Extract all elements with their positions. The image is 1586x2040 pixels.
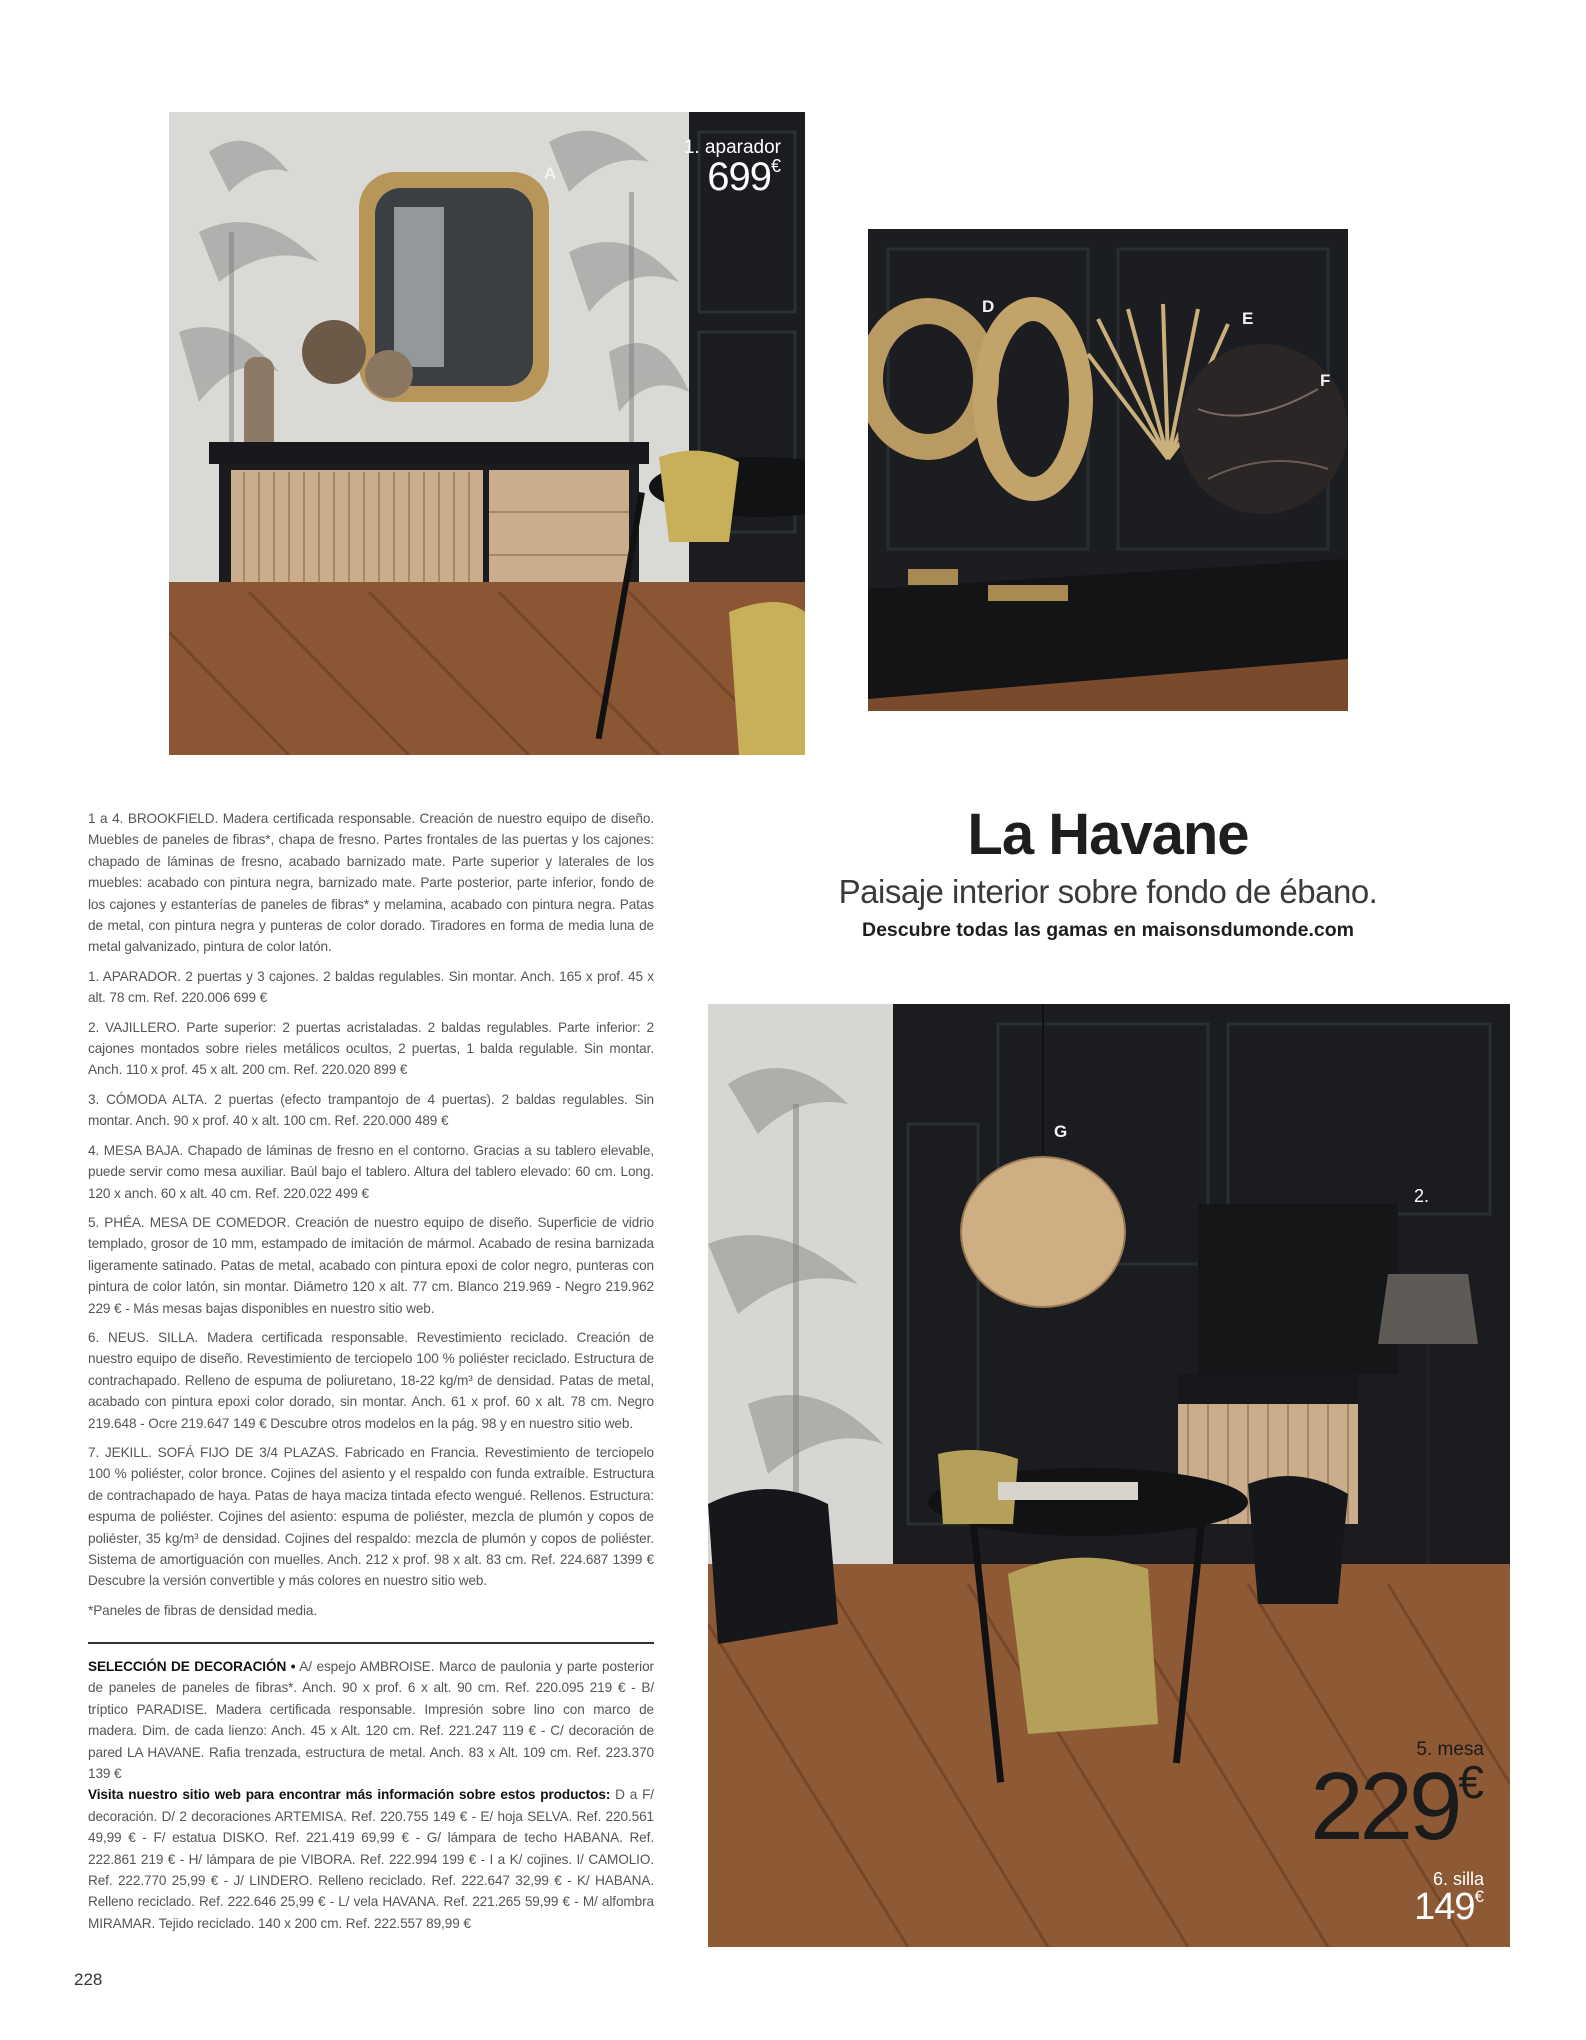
- decor-scene: [868, 229, 1348, 711]
- product-4: 4. MESA BAJA. Chapado de láminas de fresno en el contorno. Gracias a su tablero elevable, puede servir como mesa auxiliar. Baúl bajo el tablero. Altura del tablero elevado: 60 cm. Long. 120 x anch. 60 x alt. 40 cm. Ref. 220.022 499 €: [88, 1142, 654, 1201]
- price-tag-silla-currency: €: [1474, 1887, 1484, 1906]
- decor-selection-column: [88, 1656, 654, 1934]
- price-tag-aparador: [684, 138, 781, 197]
- photo-dining-room: [708, 1004, 1510, 1947]
- price-tag-mesa-currency: €: [1458, 1756, 1484, 1808]
- label-e: E: [1242, 309, 1254, 328]
- decor-heading: SELECCIÓN DE DECORACIÓN •: [88, 1659, 296, 1674]
- price-tag-silla-name: 6. silla: [1432, 1869, 1484, 1889]
- product-7: 7. JEKILL. SOFÁ FIJO DE 3/4 PLAZAS. Fabricado en Francia. Revestimiento de terciopelo 100 % poliéster, color bronce. Cojines del asiento y el respaldo con funda extraíble. Estructura de contrachapado de haya. Patas de haya maciza tintada efecto wengué. Rellenos. Estructura: espuma de poliéster. Cojines del asiento: espuma de poliéster, mezcla de plumón y copos de poliéster, 35 kg/m³ de densidad. Cojines del respaldo: mezcla de plumón y copos de poliéster. Sistema de amortiguación con muelles. Anch. 212 x prof. 98 x alt. 83 cm. Ref. 224.687 1399 € Descubre la versión convertible y más colores en nuestro sitio web.: [88, 1444, 654, 1589]
- price-tag-silla-value: 149: [1414, 1886, 1475, 1928]
- photo-decor: [868, 229, 1348, 711]
- product-3: 3. CÓMODA ALTA. 2 puertas (efecto trampantojo de 4 puertas). 2 baldas regulables. Sin montar. Anch. 90 x prof. 40 x alt. 100 cm. Ref. 220.000 489 €: [88, 1091, 654, 1129]
- footnote: *Paneles de fibras de densidad media.: [88, 1602, 318, 1618]
- page-title: La Havane: [967, 802, 1249, 867]
- product-description-column: [88, 808, 654, 1629]
- divider-rule: [88, 1642, 654, 1644]
- photo-sideboard: [169, 112, 805, 755]
- product-6: 6. NEUS. SILLA. Madera certificada responsable. Revestimiento reciclado. Creación de nuestro equipo de diseño. Revestimiento de terciopelo 100 % poliéster reciclado. Estructura de contrachapado. Relleno de espuma de poliuretano, 18-22 kg/m³ de densidad. Patas de metal, acabado con pintura epoxi color dorado, sin montar. Anch. 61 x prof. 60 x alt. 78 cm. Negro 219.648 - Ocre 219.647 149 € Descubre otros modelos en la pág. 98 y en nuestro sitio web.: [88, 1329, 654, 1431]
- label-a: A: [544, 164, 557, 183]
- price-tag-mesa-name: 5. mesa: [1416, 1739, 1484, 1760]
- decor-text: A/ espejo AMBROISE. Marco de paulonia y parte posterior de paneles de paneles de fibras*. Anch. 90 x prof. 6 x alt. 90 cm. Ref. 220.095 219 € - B/ tríptico PARADISE. Madera certificada responsable. Impresión sobre lino con marco de madera. Dim. de cada lienzo: Anch. 45 x Alt. 120 cm. Ref. 221.247 119 € - C/ decoración de pared LA HAVANE. Rafia trenzada, estructura de metal. Anch. 83 x Alt. 109 cm. Ref. 223.370 139 €: [88, 1659, 654, 1782]
- product-1: 1. APARADOR. 2 puertas y 3 cajones. 2 baldas regulables. Sin montar. Anch. 165 x prof. 45 x alt. 78 cm. Ref. 220.006 699 €: [88, 968, 654, 1006]
- price-tag-mesa-value: 229: [1310, 1753, 1459, 1860]
- product-5: 5. PHÉA. MESA DE COMEDOR. Creación de nuestro equipo de diseño. Superficie de vidrio templado, grosor de 10 mm, estampado de imitación de mármol. Acabado de resina barnizada ligeramente satinado. Patas de metal, acabado con pintura epoxi de color negro, punteras con pintura de color latón, sin montar. Diámetro 120 x alt. 77 cm. Blanco 219.969 - Negro 219.962 229 € - Más mesas bajas disponibles en nuestro sitio web.: [88, 1214, 654, 1316]
- price-tag-aparador-currency: €: [770, 156, 781, 176]
- intro-paragraph: 1 a 4. BROOKFIELD. Madera certificada responsable. Creación de nuestro equipo de diseño. Muebles de paneles de fibras*, chapa de fresno. Partes frontales de las puertas y los cajones: chapado de láminas de fresno, acabado barnizado mate. Parte superior y laterales de los muebles: acabado con pintura negra, barnizado mate. Parte posterior, parte inferior, fondo de los cajones y estanterías de paneles de fibras* y melamina, acabado con pintura negra. Patas de metal, con pintura negra y punteras de color dorado. Tiradores en forma de media luna de metal galvanizado, pintura de color latón.: [88, 811, 654, 955]
- visit-heading: Visita nuestro sitio web para encontrar más información sobre estos productos:: [88, 1787, 611, 1803]
- price-tag-aparador-name: 1. aparador: [683, 137, 781, 158]
- visit-text: D a F/ decoración. D/ 2 decoraciones ARTEMISA. Ref. 220.755 149 € - E/ hoja SELVA. Ref. 220.561 49,99 € - F/ estatua DISKO. Ref. 221.419 69,99 € - G/ lámpara de techo HABANA. Ref. 222.861 219 € - H/ lámpara de pie VIBORA. Ref. 222.994 199 € - I a K/ cojines. I/ CAMOLIO. Ref. 222.770 25,99 € - J/ LINDERO. Relleno reciclado. Ref. 222.647 32,99 € - K/ HABANA. Relleno reciclado. Ref. 222.646 25,99 € - L/ vela HAVANA. Ref. 221.265 59,99 € - M/ alfombra MIRAMAR. Tejido reciclado. 140 x 200 cm. Ref. 222.557 89,99 €: [88, 1787, 654, 1931]
- price-tag-mesa: [1310, 1739, 1484, 1860]
- page-number: 228: [74, 1970, 103, 1989]
- label-2: 2.: [1414, 1186, 1430, 1206]
- price-tag-silla: [1414, 1870, 1484, 1926]
- heading-block: [708, 800, 1508, 946]
- page-subtitle: Paisaje interior sobre fondo de ébano.: [838, 873, 1378, 910]
- label-g: G: [1054, 1122, 1068, 1141]
- website-link[interactable]: Descubre todas las gamas en maisonsdumonde.com: [862, 919, 1354, 941]
- price-tag-aparador-value: 699: [707, 155, 771, 199]
- label-d: D: [982, 297, 995, 316]
- product-2: 2. VAJILLERO. Parte superior: 2 puertas acristaladas. 2 baldas regulables. Parte inferior: 2 cajones montados sobre rieles metálicos ocultos, 2 puertas, 1 balda regulable. Sin montar. Anch. 110 x prof. 45 x alt. 200 cm. Ref. 220.020 899 €: [88, 1019, 654, 1078]
- label-f: F: [1320, 371, 1331, 390]
- sideboard-scene: [169, 112, 805, 755]
